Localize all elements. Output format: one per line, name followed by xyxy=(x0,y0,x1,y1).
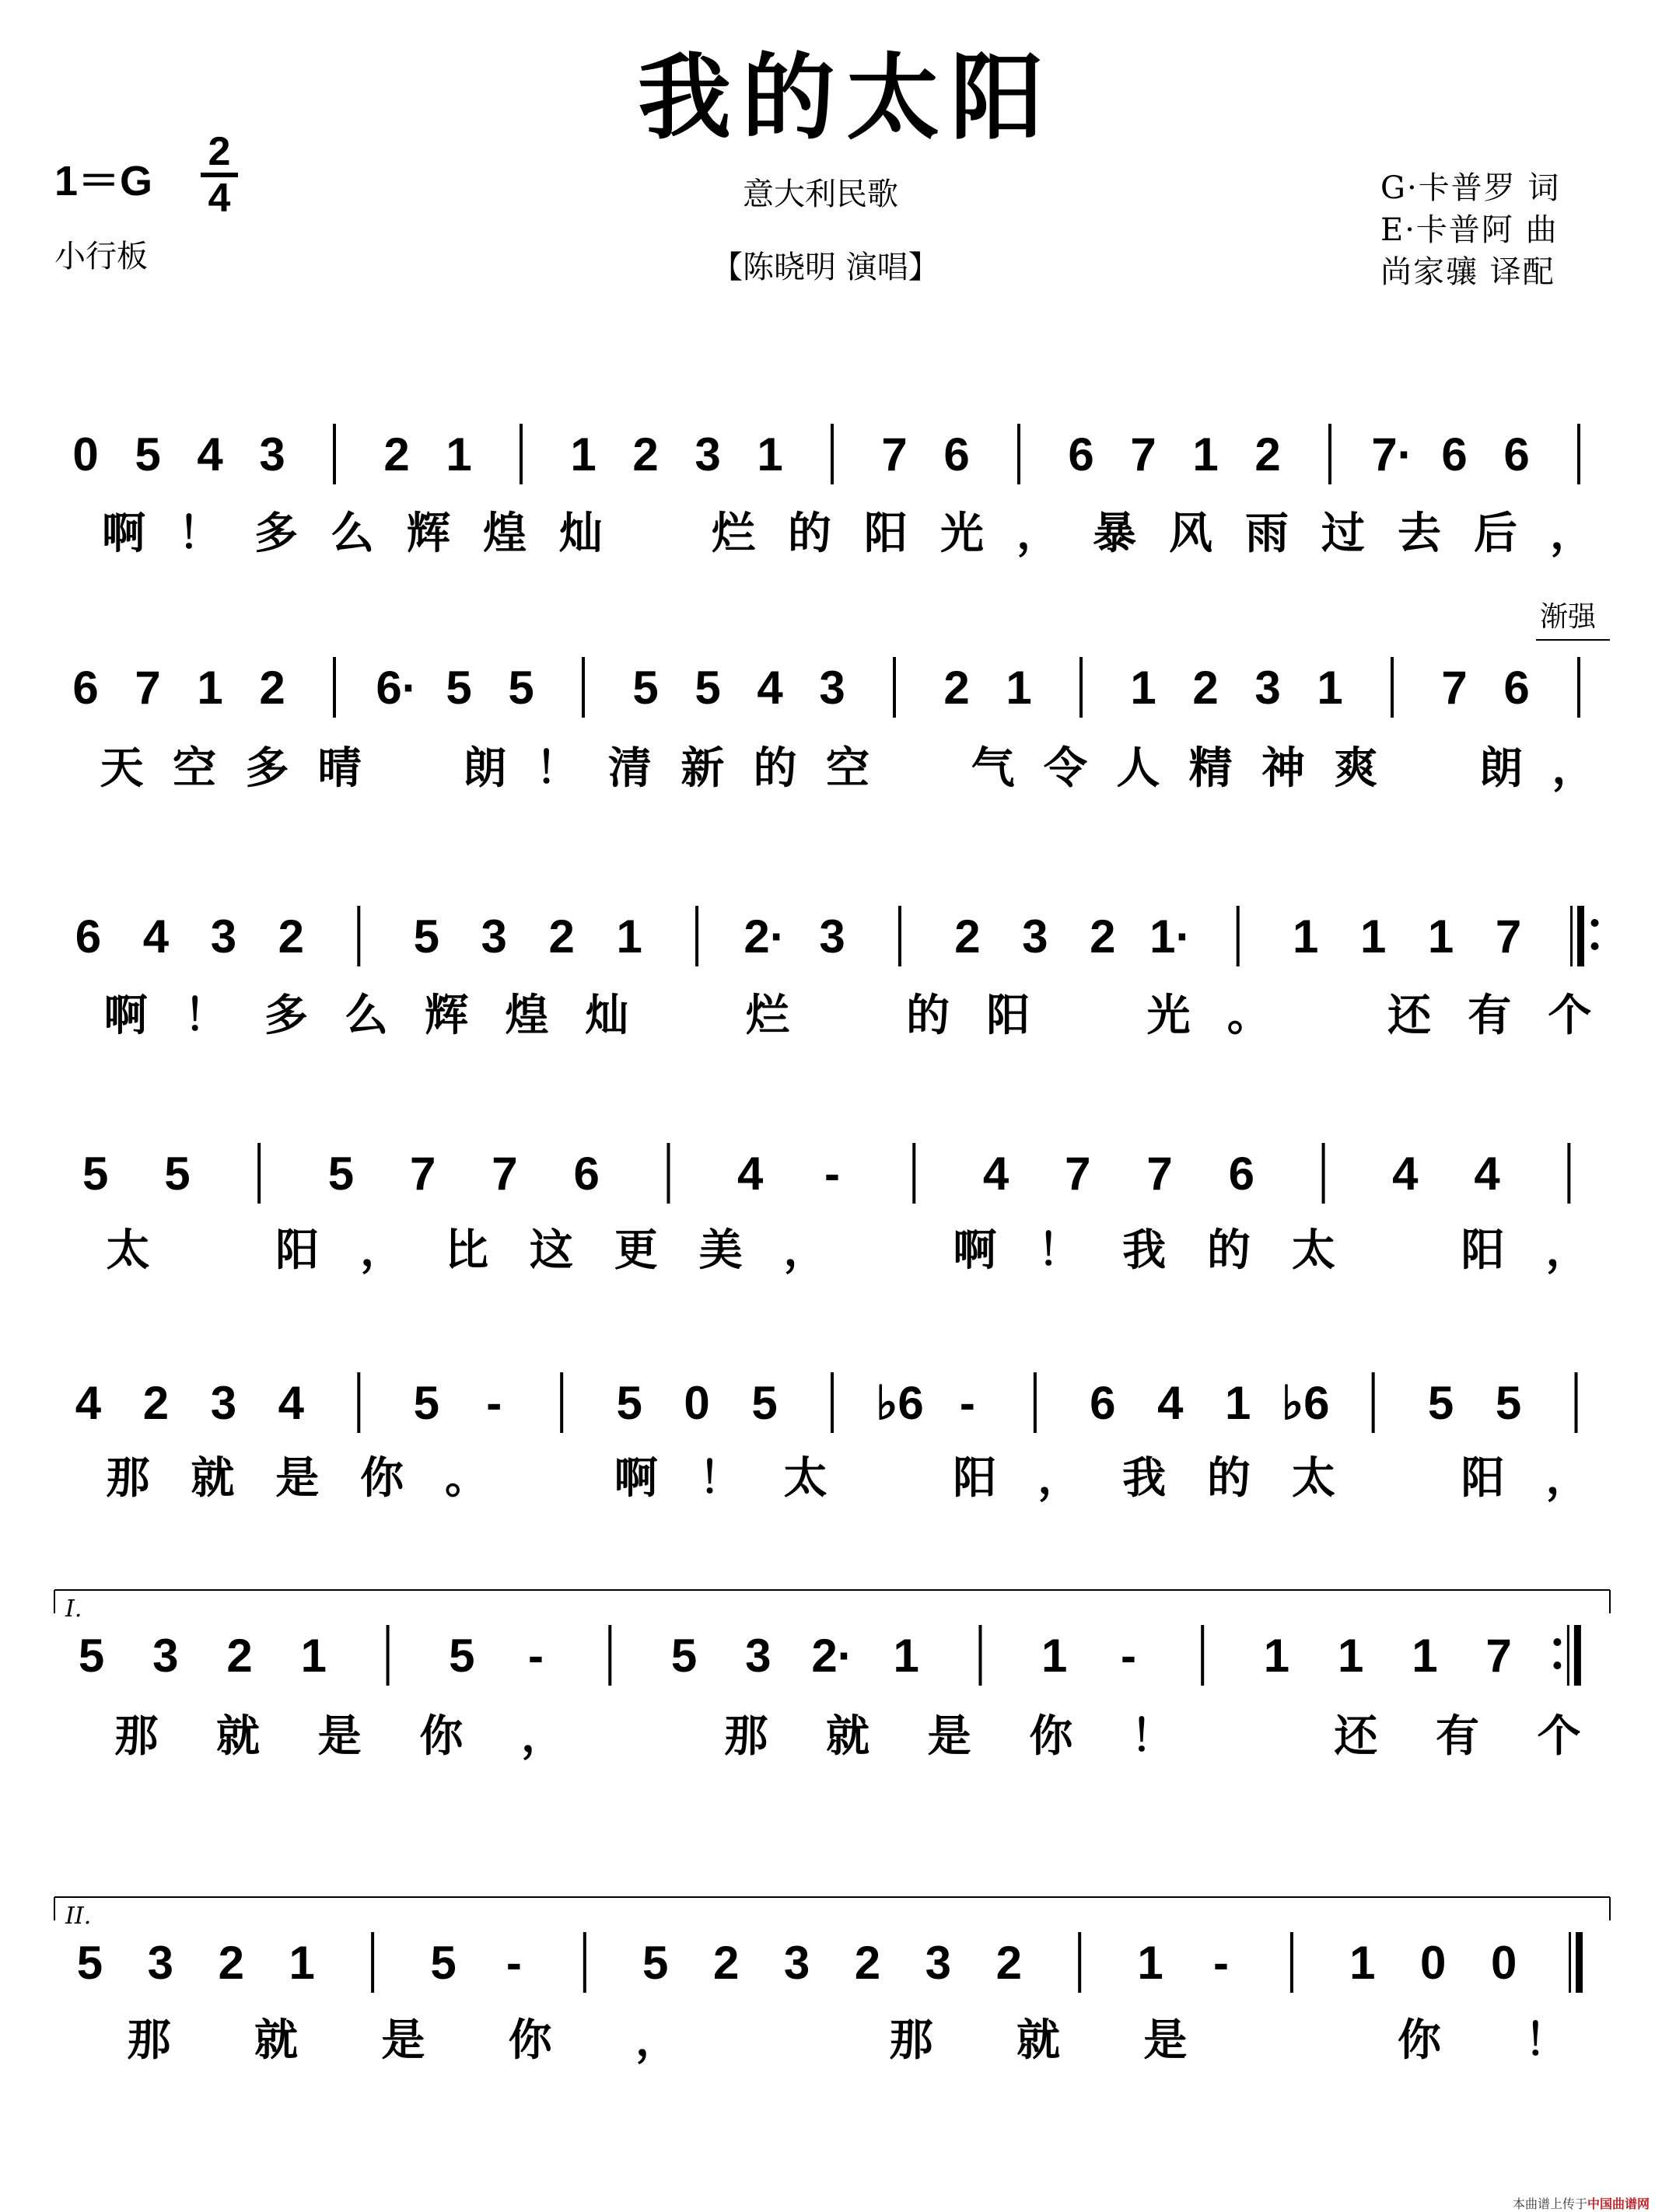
note: 5 xyxy=(446,662,472,714)
lyric-char: ！ xyxy=(1131,1711,1174,1762)
lyric-char: 更 xyxy=(614,1225,658,1276)
note: 2 xyxy=(632,428,659,480)
note: - xyxy=(528,1630,544,1682)
note: 6 xyxy=(943,428,970,480)
lyric-char: 空 xyxy=(826,743,869,794)
note: 2 xyxy=(712,1937,740,1989)
lyric-char: 灿 xyxy=(585,990,629,1041)
lyric-char: 神 xyxy=(1261,743,1305,794)
volta-number: I. xyxy=(65,1595,82,1623)
note: 1 xyxy=(1359,910,1387,963)
lyric-char: 清 xyxy=(608,743,652,794)
lyric-char: 是 xyxy=(275,1452,320,1504)
lyric-char: 你 xyxy=(1398,2015,1441,2066)
note: ♭6 xyxy=(1281,1377,1330,1429)
note: 6· xyxy=(376,662,418,714)
note: 2 xyxy=(278,910,305,963)
lyric-char: 煌 xyxy=(483,508,527,559)
note: 0 xyxy=(684,1377,710,1429)
repeat-dot xyxy=(1553,1662,1561,1669)
note: 4 xyxy=(142,910,170,963)
note: - xyxy=(506,1937,522,1989)
lyric-char: 是 xyxy=(927,1711,971,1762)
lyric-char: 去 xyxy=(1398,508,1441,559)
lyric-char: 阳 xyxy=(864,508,908,559)
lyric-char: 爽 xyxy=(1334,743,1378,794)
note: 3 xyxy=(481,910,507,963)
note: 6 xyxy=(1503,428,1530,480)
note: ♭6 xyxy=(876,1377,924,1429)
lyric-char: 那 xyxy=(106,1452,150,1504)
note: 7 xyxy=(409,1148,436,1200)
lyric-char: ！ xyxy=(184,990,228,1041)
lyric-char: ， xyxy=(1552,743,1596,794)
note: 1 xyxy=(1225,1377,1251,1429)
note: 0 xyxy=(1420,1937,1447,1989)
note: 3 xyxy=(210,1377,237,1429)
note: 1 xyxy=(446,428,472,480)
note: 1 xyxy=(1263,1630,1290,1682)
lyric-char: 啊 xyxy=(103,990,148,1041)
lyric-char: ， xyxy=(635,2015,679,2066)
lyric-char: 是 xyxy=(317,1711,362,1762)
note: 5 xyxy=(449,1630,475,1682)
lyric-char: 风 xyxy=(1169,508,1212,559)
lyric-char: ！ xyxy=(698,1452,743,1504)
lyric-char: 后 xyxy=(1474,508,1517,559)
song-origin: 意大利民歌 xyxy=(743,176,898,212)
note: 4 xyxy=(1392,1148,1419,1200)
lyric-char: ， xyxy=(360,1225,404,1276)
note: 6 xyxy=(1090,1377,1116,1429)
lyric-char: 。 xyxy=(445,1452,488,1504)
note: 5 xyxy=(76,1937,103,1989)
lyric-char: 新 xyxy=(681,743,725,794)
lyric-char: 么 xyxy=(331,508,374,559)
note: 5 xyxy=(670,1630,698,1682)
note: 6 xyxy=(1503,662,1530,714)
note: 3 xyxy=(1254,662,1281,714)
footer-text: 本曲谱上传于 xyxy=(1513,2196,1588,2211)
note: 7 xyxy=(135,662,161,714)
lyric-char: 那 xyxy=(114,1711,159,1762)
note: 7 xyxy=(1146,1148,1173,1200)
note: 5 xyxy=(164,1148,191,1200)
lyric-char: 就 xyxy=(216,1711,260,1762)
lyric-char: 阳 xyxy=(953,1452,997,1504)
lyric-char: 。 xyxy=(1226,990,1271,1041)
lyric-char: 就 xyxy=(1016,2015,1060,2066)
lyric-char: 的 xyxy=(788,508,831,559)
note: 4 xyxy=(737,1148,764,1200)
note: 1 xyxy=(757,428,783,480)
note: 5 xyxy=(413,910,439,963)
note: 3 xyxy=(819,910,845,963)
lyric-char: 阳 xyxy=(986,990,1030,1041)
volta-number: II. xyxy=(65,1903,92,1930)
note: 5 xyxy=(1495,1377,1522,1429)
note: 5 xyxy=(413,1377,439,1429)
note: 3 xyxy=(152,1630,179,1682)
lyric-char: 阳 xyxy=(1461,1452,1505,1504)
note: 4 xyxy=(982,1148,1009,1200)
lyric-char: 那 xyxy=(127,2015,171,2066)
lyric-char: 空 xyxy=(173,743,216,794)
lyric-char: ， xyxy=(783,1225,828,1276)
note: 1 xyxy=(1317,662,1343,714)
lyric-char: 太 xyxy=(106,1225,150,1276)
note: 2· xyxy=(811,1630,853,1682)
note: 3 xyxy=(259,428,285,480)
note: 1 xyxy=(1192,428,1219,480)
lyric-char: 啊 xyxy=(614,1452,658,1504)
note: 1 xyxy=(1137,1937,1163,1989)
note: 1 xyxy=(1006,662,1032,714)
lyric-char: 你 xyxy=(419,1711,464,1762)
song-title: 我的太阳 xyxy=(638,43,1055,152)
note: 5 xyxy=(78,1630,105,1682)
note: 6 xyxy=(72,662,99,714)
lyric-char: ！ xyxy=(535,743,579,794)
note: 7 xyxy=(1485,1630,1512,1682)
note: 1 xyxy=(300,1630,327,1682)
note: 3 xyxy=(210,910,237,963)
repeat-dot xyxy=(1591,942,1599,950)
lyric-char: ！ xyxy=(1037,1225,1082,1276)
lyric-char: 是 xyxy=(1143,2015,1188,2066)
repeat-dot xyxy=(1553,1638,1561,1646)
lyric-char: 是 xyxy=(381,2015,425,2066)
note: 0 xyxy=(1490,1937,1517,1989)
note: 7 xyxy=(1495,910,1522,963)
note: 2 xyxy=(226,1630,253,1682)
note: 1 xyxy=(1041,1630,1068,1682)
note: 1 xyxy=(289,1937,315,1989)
note: 1 xyxy=(1337,1630,1364,1682)
note: 5 xyxy=(695,662,721,714)
lyric-char: 气 xyxy=(971,743,1015,794)
note: 7 xyxy=(1441,662,1468,714)
lyric-char: 太 xyxy=(1291,1225,1335,1276)
lyric-char: 啊 xyxy=(102,508,145,559)
lyric-char: 美 xyxy=(698,1225,743,1276)
lyric-char: ， xyxy=(1550,508,1594,559)
note: 1 xyxy=(1427,910,1454,963)
lyric-char: 就 xyxy=(826,1711,869,1762)
note: 6 xyxy=(573,1148,600,1200)
lyric-char: 比 xyxy=(445,1225,488,1276)
note: 1 xyxy=(1412,1630,1438,1682)
lyric-char: 的 xyxy=(1207,1452,1251,1504)
note: 2· xyxy=(744,910,786,963)
lyric-char: 精 xyxy=(1188,743,1233,794)
performer-credit: 【陈晓明 演唱】 xyxy=(712,250,939,285)
lyric-char: ， xyxy=(1545,1452,1590,1504)
time-signature-top: 2 xyxy=(208,129,231,174)
note: - xyxy=(959,1377,975,1429)
lyric-char: 多 xyxy=(254,508,298,559)
note: 2 xyxy=(218,1937,244,1989)
lyric-char: 太 xyxy=(1291,1452,1335,1504)
note: 2 xyxy=(1090,910,1116,963)
note: 1 xyxy=(893,1630,919,1682)
note: 1 xyxy=(1349,1937,1376,1989)
lyric-char: 的 xyxy=(906,990,950,1041)
lyric-char: 还 xyxy=(1334,1711,1378,1762)
lyric-char: 就 xyxy=(191,1452,235,1504)
lyric-char: 个 xyxy=(1548,990,1592,1041)
note: 3 xyxy=(695,428,721,480)
note: 4 xyxy=(197,428,223,480)
lyric-char: 太 xyxy=(783,1452,828,1504)
lyric-char: 光 xyxy=(940,508,984,559)
note: 2 xyxy=(548,910,575,963)
footer-brand: 中国曲谱网 xyxy=(1587,2196,1650,2211)
lyric-char: 么 xyxy=(345,990,389,1041)
note: 2 xyxy=(995,1937,1022,1989)
note: 5 xyxy=(508,662,534,714)
note: 2 xyxy=(854,1937,881,1989)
lyric-char: 朗 xyxy=(463,743,507,794)
lyric-char: 辉 xyxy=(407,508,450,559)
note: 5 xyxy=(135,428,161,480)
note: - xyxy=(486,1377,502,1429)
note: 7 xyxy=(881,428,908,480)
lyric-char: 阳 xyxy=(1461,1225,1505,1276)
lyric-char: 还 xyxy=(1387,990,1432,1041)
lyric-char: 多 xyxy=(245,743,289,794)
note: 4 xyxy=(75,1377,102,1429)
lyric-char: 煌 xyxy=(505,990,549,1041)
note: 2 xyxy=(1254,428,1281,480)
lyric-char: 多 xyxy=(264,990,308,1041)
note: - xyxy=(1213,1937,1229,1989)
repeat-dot xyxy=(1591,919,1599,927)
lyric-char: 我 xyxy=(1122,1452,1167,1504)
lyric-char: 这 xyxy=(529,1225,573,1276)
lyric-char: 过 xyxy=(1321,508,1365,559)
lyric-char: 阳 xyxy=(275,1225,320,1276)
note: 1 xyxy=(197,662,223,714)
lyric-char: ！ xyxy=(178,508,222,559)
lyric-char: 那 xyxy=(889,2015,933,2066)
lyric-char: 天 xyxy=(100,743,144,794)
lyric-char: 你 xyxy=(508,2015,552,2066)
lyricist-credit: G·卡普罗 词 xyxy=(1380,170,1561,206)
lyric-char: ， xyxy=(521,1711,565,1762)
note: 2 xyxy=(943,662,970,714)
lyric-char: 你 xyxy=(360,1452,404,1504)
note: 3 xyxy=(783,1937,810,1989)
note: 2 xyxy=(259,662,285,714)
note: 3 xyxy=(925,1937,952,1989)
note: - xyxy=(1120,1630,1136,1682)
note: 5 xyxy=(82,1148,109,1200)
note: 3 xyxy=(147,1937,174,1989)
dynamics-marking: 渐强 xyxy=(1540,601,1597,633)
lyric-char: 那 xyxy=(724,1711,768,1762)
lyric-char: 你 xyxy=(1029,1711,1073,1762)
note: 2 xyxy=(383,428,410,480)
lyric-char: 烂 xyxy=(745,990,789,1041)
lyric-char: ！ xyxy=(1524,2015,1569,2066)
lyric-char: 有 xyxy=(1436,1711,1479,1762)
note: 7· xyxy=(1371,428,1413,480)
note: 4 xyxy=(757,662,783,714)
lyric-char: 就 xyxy=(254,2015,298,2066)
note: 5 xyxy=(751,1377,778,1429)
note: 7 xyxy=(1065,1148,1091,1200)
tempo-marking: 小行板 xyxy=(54,239,148,274)
lyric-char: 烂 xyxy=(712,508,755,559)
note: 7 xyxy=(492,1148,518,1200)
composer-credit: E·卡普阿 曲 xyxy=(1380,212,1559,248)
lyric-char: ， xyxy=(1037,1452,1082,1504)
note: 2 xyxy=(1192,662,1219,714)
note: 3 xyxy=(745,1630,772,1682)
note: 1 xyxy=(616,910,642,963)
lyric-char: 有 xyxy=(1468,990,1512,1041)
lyric-char: 令 xyxy=(1044,743,1087,794)
note: 7 xyxy=(1130,428,1156,480)
note: 1 xyxy=(570,428,597,480)
note: 5 xyxy=(327,1148,355,1200)
note: 6 xyxy=(1228,1148,1255,1200)
lyric-char: 朗 xyxy=(1479,743,1523,794)
lyric-char: 光 xyxy=(1146,990,1191,1041)
time-signature-bottom: 4 xyxy=(208,176,231,221)
lyric-char: 晴 xyxy=(317,743,362,794)
lyric-char: ， xyxy=(1016,508,1060,559)
arranger-credit: 尚家骧 译配 xyxy=(1380,254,1555,290)
note: 5 xyxy=(642,1937,669,1989)
note: 6 xyxy=(75,910,102,963)
lyric-char: 人 xyxy=(1116,743,1160,794)
note: 3 xyxy=(1022,910,1048,963)
lyric-char: 我 xyxy=(1122,1225,1167,1276)
lyric-char: 个 xyxy=(1537,1711,1581,1762)
note: 4 xyxy=(1157,1377,1184,1429)
lyric-char: 辉 xyxy=(425,990,469,1041)
note: 1 xyxy=(1130,662,1156,714)
key-signature: 1＝G xyxy=(54,158,153,204)
lyric-char: 的 xyxy=(1207,1225,1251,1276)
note: 6 xyxy=(1068,428,1094,480)
lyric-char: 的 xyxy=(753,743,797,794)
lyric-char: 灿 xyxy=(559,508,603,559)
note: 1· xyxy=(1149,910,1191,963)
note: 5 xyxy=(616,1377,642,1429)
note: 2 xyxy=(142,1377,170,1429)
note: 4 xyxy=(1474,1148,1500,1200)
note: 0 xyxy=(72,428,99,480)
note: 3 xyxy=(819,662,845,714)
note: 5 xyxy=(632,662,659,714)
lyric-char: 啊 xyxy=(953,1225,997,1276)
lyric-char: 暴 xyxy=(1093,508,1136,559)
note: 5 xyxy=(1427,1377,1454,1429)
lyric-char: 雨 xyxy=(1245,508,1289,559)
note: 1 xyxy=(1293,910,1319,963)
note: 6 xyxy=(1441,428,1468,480)
note: 5 xyxy=(430,1937,457,1989)
lyric-char: ， xyxy=(1545,1225,1590,1276)
note: 4 xyxy=(278,1377,305,1429)
note: - xyxy=(824,1148,840,1200)
note: 2 xyxy=(954,910,981,963)
